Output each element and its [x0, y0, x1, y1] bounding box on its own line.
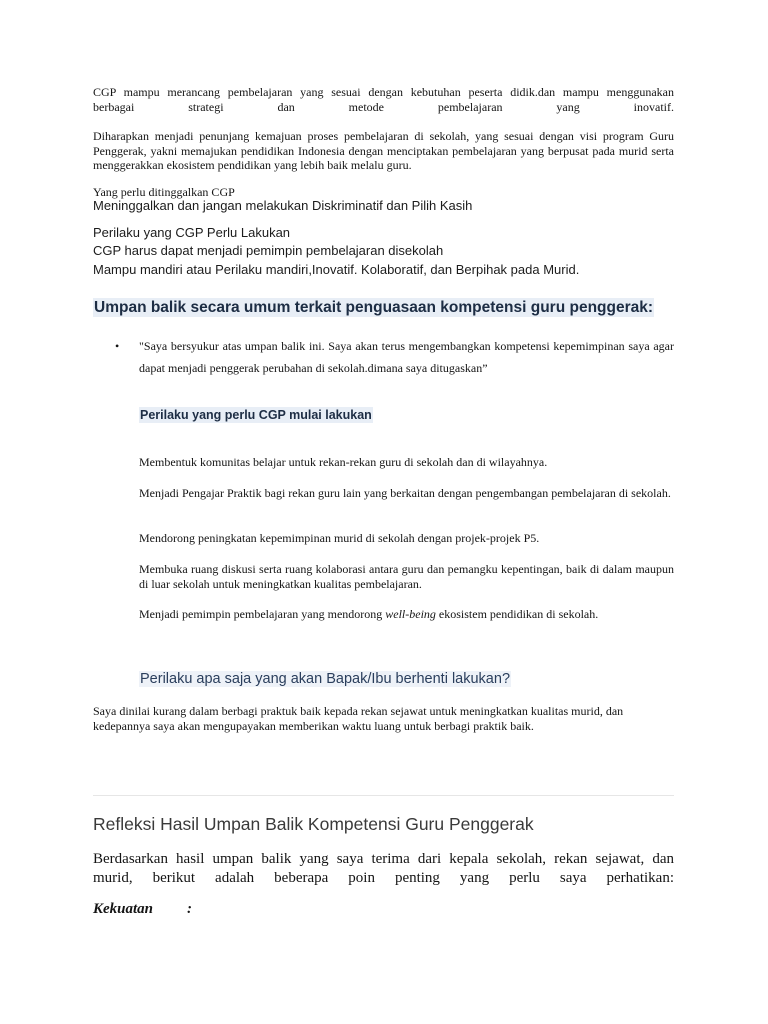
feedback-heading-text: Umpan balik secara umum terkait penguasaan kompetensi guru penggerak:	[94, 299, 654, 316]
start-doing-item-5-before: Menjadi pemimpin pembelajaran yang mendorong	[139, 607, 386, 621]
well-being-term: well-being	[385, 607, 436, 621]
should-do-line2: Mampu mandiri atau Perilaku mandiri,Inovatif. Kolaboratif, dan Berpihak pada Murid.	[93, 261, 580, 277]
should-do-heading: Perilaku yang CGP Perlu Lakukan	[93, 225, 291, 240]
start-doing-item-5-after: ekosistem pendidikan di sekolah.	[435, 607, 599, 621]
bullet-icon: •	[115, 339, 120, 353]
feedback-quote-item	[93, 335, 674, 379]
stop-doing-heading	[139, 669, 674, 689]
reflection-text-line2: murid, berikut adalah beberapa poin penting yang perlu saya perhatikan:	[93, 869, 674, 886]
start-doing-item-3: Mendorong peningkatan kepemimpinan murid di sekolah dengan projek-projek P5.	[139, 531, 540, 545]
start-doing-item-5	[139, 607, 674, 622]
strength-label	[93, 900, 674, 919]
leave-behind-text: Meninggalkan dan jangan melakukan Diskriminatif dan Pilih Kasih	[93, 198, 473, 213]
start-doing-item-1: Membentuk komunitas belajar untuk rekan-rekan guru di sekolah dan di wilayahnya.	[139, 455, 548, 469]
stop-doing-heading-text: Perilaku apa saja yang akan Bapak/Ibu berhenti lakukan?	[140, 671, 511, 687]
reflection-text-line1: Berdasarkan hasil umpan balik yang saya terima dari kepala sekolah, rekan sejawat, dan	[93, 851, 674, 867]
stop-doing-text: Saya dinilai kurang dalam berbagi praktuk baik kepada rekan sejawat untuk meningkatkan kualitas murid, dan kedepannya saya akan mengupayakan memberikan waktu luang untuk berbagi praktik baik.	[93, 704, 624, 733]
leave-behind-heading: Yang perlu ditinggalkan CGP	[93, 185, 235, 199]
section-divider	[93, 795, 674, 796]
start-doing-heading	[139, 406, 674, 424]
reflection-heading: Refleksi Hasil Umpan Balik Kompetensi Guru Penggerak	[93, 814, 534, 834]
strength-label-text: Kekuatan	[93, 901, 154, 917]
feedback-heading	[93, 297, 674, 319]
intro-paragraph-vision: Diharapkan menjadi penunjang kemajuan proses pembelajaran di sekolah, yang sesuai dengan visi program Guru Penggerak, yakni memajukan pendidikan Indonesia dengan menciptakan pembelajaran yang berpusat pada murid serta menggerakkan ekosistem pendidikan yang lebih baik melalu guru.	[93, 129, 674, 172]
intro-paragraph-line1: CGP mampu merancang pembelajaran yang sesuai dengan kebutuhan peserta didik.dan mampu menggunakan	[93, 85, 674, 99]
start-doing-item-2: Menjadi Pengajar Praktik bagi rekan guru lain yang berkaitan dengan pengembangan pembelajaran di sekolah.	[139, 486, 671, 500]
intro-paragraph-line2: berbagai strategi dan metode pembelajaran yang inovatif.	[93, 99, 674, 114]
strength-label-colon: :	[187, 901, 192, 917]
start-doing-heading-text: Perilaku yang perlu CGP mulai lakukan	[140, 408, 372, 422]
feedback-quote-text: "Saya bersyukur atas umpan balik ini. Saya akan terus mengembangkan kompetensi kepemimpinan saya agar dapat menjadi penggerak perubahan di sekolah.dimana saya ditugaskan”	[139, 339, 674, 375]
start-doing-item-4: Membuka ruang diskusi serta ruang kolaborasi antara guru dan pemangku kepentingan, baik di dalam maupun di luar sekolah untuk meningkatkan kualitas pembelajaran.	[139, 562, 674, 591]
should-do-line1: CGP harus dapat menjadi pemimpin pembelajaran disekolah	[93, 243, 444, 258]
